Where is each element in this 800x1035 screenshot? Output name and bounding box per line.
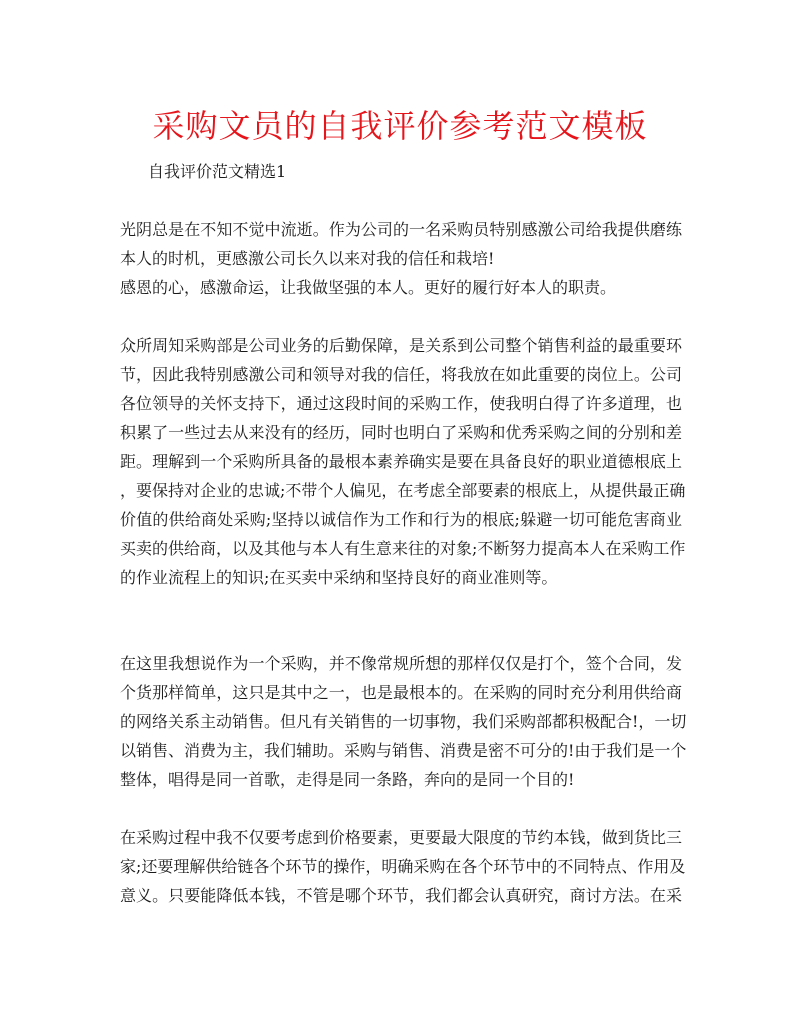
- paragraph-line: 价值的供给商处采购;坚持以诚信作为工作和行为的根底;躲避一切可能危害商业: [120, 510, 682, 529]
- paragraph-line: 积累了一些过去从来没有的经历，同时也明白了采购和优秀采购之间的分别和差: [120, 423, 682, 442]
- paragraph-line: 的网络关系主动销售。但凡有关销售的一切事物，我们采购部都积极配合!，一切: [120, 712, 687, 731]
- paragraph-line: 各位领导的关怀支持下，通过这段时间的采购工作，使我明白得了许多道理，也: [120, 394, 682, 413]
- paragraph-4: [120, 823, 686, 910]
- paragraph-line: 在这里我想说作为一个采购，并不像常规所想的那样仅仅是打个，签个合同，发: [120, 654, 682, 673]
- paragraph-line: 个货那样简单，这只是其中之一，也是最根本的。在采购的同时充分利用供给商: [120, 683, 682, 702]
- paragraph-line: 买卖的供给商，以及其他与本人有生意来往的对象;不断努力提高本人在采购工作: [120, 539, 686, 558]
- paragraph-line: 众所周知采购部是公司业务的后勤保障，是关系到公司整个销售利益的最重要环: [120, 336, 682, 355]
- paragraph-line: 家;还要理解供给链各个环节的操作，明确采购在各个环节中的不同特点、作用及: [120, 857, 686, 876]
- paragraph-2: [120, 331, 686, 592]
- paragraph-line: 本人的时机，更感激公司长久以来对我的信任和栽培!: [120, 249, 495, 268]
- paragraph-line: 意义。只要能降低本钱，不管是哪个环节，我们都会认真研究，商讨方法。在采: [120, 886, 682, 905]
- paragraph-line: 整体，唱得是同一首歌，走得是同一条路，奔向的是同一个目的!: [120, 770, 575, 789]
- document-title: 采购文员的自我评价参考范文模板: [152, 107, 648, 145]
- paragraph-line: ，要保持对企业的忠诚;不带个人偏见，在考虑全部要素的根底上，从提供最正确: [120, 481, 686, 500]
- paragraph-1: [120, 215, 682, 302]
- paragraph-line: 距。理解到一个采购所具备的最根本素养确实是要在具备良好的职业道德根底上: [120, 452, 682, 471]
- paragraph-3: [120, 649, 687, 794]
- paragraph-line: 感恩的心，感激命运，让我做坚强的本人。更好的履行好本人的职责。: [120, 278, 617, 297]
- paragraph-line: 的作业流程上的知识;在买卖中采纳和坚持良好的商业准则等。: [120, 568, 558, 587]
- paragraph-line: 在采购过程中我不仅要考虑到价格要素，更要最大限度的节约本钱，做到货比三: [120, 828, 682, 847]
- document-subtitle: 自我评价范文精选1: [148, 162, 287, 181]
- paragraph-line: 节，因此我特别感激公司和领导对我的信任，将我放在如此重要的岗位上。公司: [120, 365, 682, 384]
- paragraph-line: 以销售、消费为主，我们辅助。采购与销售、消费是密不可分的!由于我们是一个: [120, 741, 687, 760]
- paragraph-line: 光阴总是在不知不觉中流逝。作为公司的一名采购员特别感激公司给我提供磨练: [120, 220, 682, 239]
